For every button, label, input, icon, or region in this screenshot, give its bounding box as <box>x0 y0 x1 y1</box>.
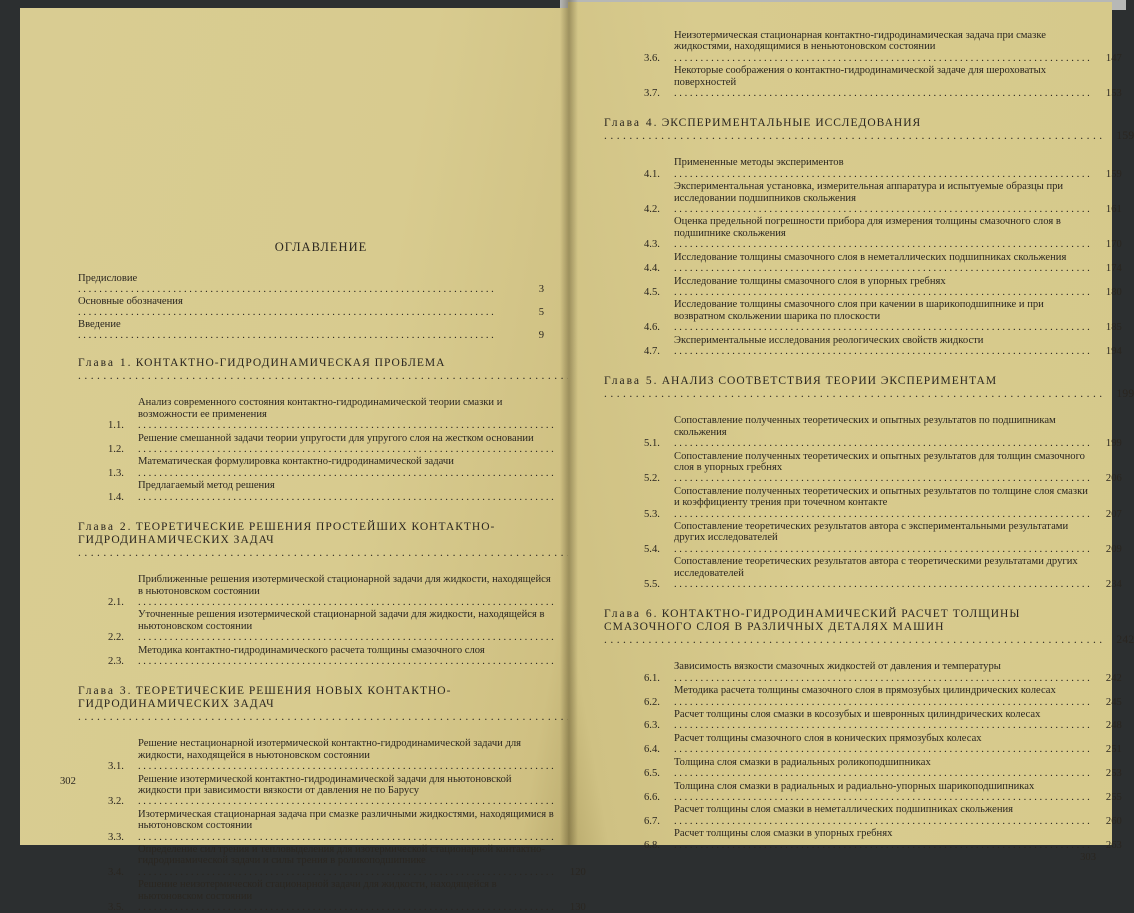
toc-section <box>604 415 1122 450</box>
leader-dots <box>674 792 1090 803</box>
chapter-prefix: Глава 2. <box>78 521 133 534</box>
section-number: 4.2. <box>644 204 660 216</box>
section-title-text: Толщина слоя смазки в радиальных роликоподшипниках <box>674 756 931 768</box>
section-number: 3.5. <box>108 902 124 913</box>
intro-title <box>78 319 512 342</box>
section-number: 5.5. <box>644 579 660 591</box>
intro-page: 9 <box>538 330 544 342</box>
toc-section <box>78 574 551 608</box>
leader-dots <box>138 597 554 608</box>
section-title <box>674 157 1090 180</box>
section-number: 6.2. <box>644 696 660 708</box>
section-number: 4.6. <box>644 322 660 334</box>
section-title-text: Исследование толщины смазочного слоя в упорных гребнях <box>674 275 946 287</box>
left-chapters <box>78 357 586 913</box>
section-number: 2.3. <box>108 655 124 667</box>
leader-dots <box>138 492 554 503</box>
leader-dots <box>78 370 576 382</box>
section-page: 263 <box>1105 839 1122 851</box>
section-title <box>674 781 1090 804</box>
toc-title: ОГЛАВЛЕНИЕ <box>274 240 368 254</box>
chapter-page: 242 <box>1116 634 1134 647</box>
section-number: 6.1. <box>644 672 660 684</box>
section-title <box>674 30 1090 64</box>
toc-section <box>604 216 1122 251</box>
section-title-text: Методика контактно-гидродинамического расчета толщины смазочного слоя <box>138 644 485 656</box>
leader-dots <box>674 473 1090 484</box>
section-page: 251 <box>1105 744 1122 756</box>
leader-dots <box>674 322 1090 333</box>
section-page: 147 <box>1105 52 1122 64</box>
toc-intro-item <box>78 319 544 342</box>
intro-title-text: Введение <box>78 318 121 330</box>
chapter-page: 199 <box>1116 388 1134 401</box>
chapter-prefix: Глава 1. <box>78 357 133 370</box>
leader-dots <box>674 697 1090 708</box>
section-page: 248 <box>1105 720 1122 732</box>
leader-dots <box>674 438 1090 449</box>
section-number: 6.7. <box>644 815 660 827</box>
section-title-text: Изотермическая стационарная задача при смазке различными жидкостями, находящимися в ньютоновском состоянии <box>138 808 554 832</box>
section-page: 120 <box>569 866 586 878</box>
section-title-text: Расчет толщины смазочного слоя в конических прямозубых колесах <box>674 732 982 744</box>
section-title <box>674 661 1090 684</box>
toc-section <box>78 645 544 668</box>
section-title <box>138 433 554 456</box>
section-number: 5.1. <box>644 438 660 450</box>
chapter-title-text: КОНТАКТНО-ГИДРОДИНАМИЧЕСКИЙ РАСЧЕТ ТОЛЩИНЫ СМАЗОЧНОГО СЛОЯ В РАЗЛИЧНЫХ ДЕТАЛЯХ МАШИН <box>604 608 1021 634</box>
leader-dots <box>138 420 554 431</box>
section-number: 5.3. <box>644 508 660 520</box>
leader-dots <box>674 263 1090 274</box>
chapter-heading <box>78 357 544 383</box>
section-number: 5.4. <box>644 543 660 555</box>
section-title-text: Сопоставление полученных теоретических и опытных результатов по толщине слоя смазки и коэффициенту трения при точечном контакте <box>674 485 1088 509</box>
section-title <box>674 556 1090 590</box>
section-number: 2.1. <box>108 596 124 608</box>
intro-list <box>78 273 544 341</box>
chapter-heading <box>604 117 1134 143</box>
chapter-title <box>604 117 1102 143</box>
chapter-heading <box>604 608 1134 647</box>
toc-section <box>604 334 1122 358</box>
leader-dots <box>674 53 1090 64</box>
chapter-heading <box>78 685 544 724</box>
section-page: 194 <box>1105 345 1122 357</box>
section-number: 1.1. <box>108 420 124 432</box>
leader-dots <box>674 720 1090 731</box>
section-title <box>674 733 1090 756</box>
leader-dots <box>78 307 494 318</box>
section-title-text: Расчет толщины слоя смазки в косозубых и шевронных цилиндрических колесах <box>674 709 1041 721</box>
leader-dots <box>138 867 554 878</box>
chapter-prefix: Глава 5. <box>604 375 659 388</box>
section-page: 255 <box>1105 791 1122 803</box>
section-number: 6.8. <box>644 839 660 851</box>
leader-dots <box>674 169 1090 180</box>
leader-dots <box>604 388 1102 400</box>
toc-section <box>78 433 544 456</box>
section-page: 209 <box>1105 543 1122 555</box>
section-title <box>674 804 1090 827</box>
section-title-text: Решение смешанной задачи теории упругости для упругого слоя на жестком основании <box>138 432 534 444</box>
toc-section <box>604 485 1122 520</box>
section-page: 180 <box>1105 286 1122 298</box>
section-number: 4.3. <box>644 239 660 251</box>
leader-dots <box>674 204 1090 215</box>
intro-title-text: Предисловие <box>78 273 138 284</box>
leader-dots <box>674 744 1090 755</box>
section-title <box>674 709 1090 732</box>
section-title <box>138 456 554 479</box>
section-title-text: Сопоставление теоретических результатов автора с теоретическими результатами других исследователей <box>674 556 1078 579</box>
leader-dots <box>674 346 1090 357</box>
toc-section <box>604 65 1122 100</box>
leader-dots <box>138 656 554 667</box>
last-page-number: 303 <box>1080 851 1096 863</box>
section-title <box>674 252 1090 275</box>
toc-section <box>604 756 1122 780</box>
section-title-text: Математическая формулировка контактно-гидродинамической задачи <box>138 456 454 468</box>
section-title <box>674 65 1090 99</box>
section-title-text: Сопоставление теоретических результатов автора с экспериментальными результатами других исследователей <box>674 521 1069 544</box>
section-number: 3.3. <box>108 831 124 843</box>
section-title <box>674 415 1090 449</box>
section-title-text: Неизотермическая стационарная контактно-гидродинамическая задача при смазке жидкостями, находящимися в неньютоновском состоянии <box>674 30 1046 53</box>
intro-title <box>78 273 512 296</box>
section-number: 4.1. <box>644 168 660 180</box>
toc-section <box>604 804 1122 827</box>
section-title <box>138 645 554 668</box>
section-title <box>674 828 1090 851</box>
chapter-title <box>78 357 576 383</box>
leader-dots <box>674 544 1090 555</box>
section-title-text: Исследование толщины смазочного слоя при качении в шарикоподшипнике и при возвратном скольжении шарика по плоскости <box>674 299 1044 322</box>
toc-section <box>604 157 1122 180</box>
section-title <box>674 216 1090 250</box>
section-title-text: Решение изотермической контактно-гидродинамической задачи для ньютоновской жидкости при зависимости вязкости от давления не по Барусу <box>138 773 512 796</box>
section-title-text: Примененные методы экспериментов <box>674 157 844 169</box>
toc-section <box>604 450 1122 485</box>
section-title-text: Оценка предельной погрешности прибора для измерения толщины смазочного слоя в подшипнике скольжения <box>674 216 1061 239</box>
leader-dots <box>674 673 1090 684</box>
chapter-title <box>78 521 576 560</box>
section-title-text: Приближенные решения изотермической стационарной задачи для жидкости, находящейся в ньютоновском состоянии <box>138 574 551 597</box>
leader-dots <box>78 284 494 295</box>
section-title <box>138 809 554 843</box>
toc-section <box>78 774 544 808</box>
leader-dots <box>78 547 576 559</box>
section-title <box>138 879 554 913</box>
section-number: 1.4. <box>108 491 124 503</box>
section-title-text: Толщина слоя смазки в радиальных и радиально-упорных шарикоподшипниках <box>674 780 1035 792</box>
section-title <box>138 774 554 808</box>
leader-dots <box>674 840 1090 851</box>
section-page: 153 <box>1105 88 1122 100</box>
leader-dots <box>674 816 1090 827</box>
leader-dots <box>674 88 1090 99</box>
chapter-page: 159 <box>1116 130 1134 143</box>
section-number: 6.4. <box>644 744 660 756</box>
toc-intro-item <box>78 296 544 319</box>
section-page: 234 <box>1105 579 1122 591</box>
toc-section <box>604 556 1122 591</box>
toc-section <box>604 732 1122 756</box>
section-title-text: Анализ современного состояния контактно-гидродинамической теории смазки и возможности ее применения <box>138 397 503 420</box>
toc-section <box>78 738 544 772</box>
section-page: 159 <box>1105 168 1122 180</box>
section-title <box>674 521 1090 555</box>
toc-section <box>604 709 1122 732</box>
chapter-heading <box>604 375 1134 401</box>
leader-dots <box>674 509 1090 520</box>
right-chapters <box>604 117 1134 851</box>
section-title-text: Экспериментальные исследования реологических свойств жидкости <box>674 334 984 346</box>
toc-section <box>604 275 1122 299</box>
leader-dots <box>78 330 494 341</box>
toc-section <box>604 780 1122 804</box>
section-title-text: Расчет толщины слоя смазки в неметаллических подшипниках скольжения <box>674 804 1014 816</box>
chapter-title-text: КОНТАКТНО-ГИДРОДИНАМИЧЕСКАЯ ПРОБЛЕМА <box>135 357 446 370</box>
section-title <box>138 480 554 503</box>
toc-intro-item <box>78 273 544 296</box>
chapter-heading <box>78 521 544 560</box>
book-gutter <box>560 0 578 845</box>
section-title <box>674 299 1090 333</box>
leader-dots <box>674 287 1090 298</box>
section-title <box>674 451 1090 485</box>
chapter-title <box>604 375 1102 401</box>
section-number: 1.2. <box>108 444 124 456</box>
section-page: 206 <box>1105 473 1122 485</box>
section-number: 3.1. <box>108 761 124 773</box>
section-title-text: Сопоставление полученных теоретических и опытных результатов для толщин смазочного слоя в упорных гребнях <box>674 450 1085 473</box>
section-title <box>138 609 554 643</box>
intro-page: 5 <box>538 307 544 319</box>
chapter-title <box>78 685 576 724</box>
page-number: 302 <box>60 776 76 787</box>
section-number: 3.7. <box>644 88 660 100</box>
section-number: 6.5. <box>644 768 660 780</box>
section-title <box>674 757 1090 780</box>
section-title-text: Исследование толщины смазочного слоя в неметаллических подшипниках скольжения <box>674 251 1067 263</box>
toc-section <box>78 609 544 643</box>
section-title <box>674 276 1090 299</box>
chapter-prefix: Глава 4. <box>604 117 659 130</box>
leader-dots <box>138 796 554 807</box>
section-number: 5.2. <box>644 473 660 485</box>
chapter-title <box>604 608 1102 647</box>
section-number: 4.4. <box>644 263 660 275</box>
intro-title-text: Основные обозначения <box>78 295 183 307</box>
chapter-title-text: АНАЛИЗ СООТВЕТСТВИЯ ТЕОРИИ ЭКСПЕРИМЕНТАМ <box>661 375 998 388</box>
toc-section <box>604 828 1122 851</box>
toc-section <box>604 299 1122 334</box>
section-number: 6.6. <box>644 791 660 803</box>
section-page: 174 <box>1105 263 1122 275</box>
toc-section <box>78 456 544 479</box>
section-page: 130 <box>569 902 586 913</box>
leader-dots <box>604 130 1102 142</box>
section-title <box>674 486 1090 520</box>
section-page: 253 <box>1105 768 1122 780</box>
section-title <box>138 844 554 878</box>
leader-dots <box>674 768 1090 779</box>
section-page: 199 <box>1105 438 1122 450</box>
chapter-title-text: ЭКСПЕРИМЕНТАЛЬНЫЕ ИССЛЕДОВАНИЯ <box>661 117 922 130</box>
section-number: 4.5. <box>644 286 660 298</box>
section-page: 260 <box>1105 815 1122 827</box>
section-title-text: Предлагаемый метод решения <box>138 480 275 492</box>
section-title-text: Некоторые соображения о контактно-гидродинамической задаче для шероховатых поверхностей <box>674 65 1047 88</box>
left-page <box>20 8 586 913</box>
continued-sections <box>604 30 1122 100</box>
leader-dots <box>604 634 1102 646</box>
section-page: 242 <box>1105 672 1122 684</box>
right-page <box>568 2 1134 863</box>
section-number: 4.7. <box>644 345 660 357</box>
intro-page: 3 <box>538 284 544 296</box>
section-page: 207 <box>1105 508 1122 520</box>
section-title-text: Экспериментальная установка, измерительная аппаратура и испытуемые образцы при исследовании подшипников скольжения <box>674 181 1064 204</box>
section-page: 245 <box>1105 696 1122 708</box>
chapter-title-text: ТЕОРЕТИЧЕСКИЕ РЕШЕНИЯ ПРОСТЕЙШИХ КОНТАКТНО-ГИДРОДИНАМИЧЕСКИХ ЗАДАЧ <box>78 521 496 547</box>
section-title <box>138 738 554 772</box>
toc-section <box>78 397 544 431</box>
section-title-text: Сопоставление полученных теоретических и опытных результатов по подшипникам скольжения <box>674 415 1056 438</box>
section-page: 185 <box>1105 322 1122 334</box>
section-title-text: Решение нестационарной изотермической контактно-гидродинамической задачи для жидкости, находящейся в ньютоновском состоянии <box>138 738 522 761</box>
leader-dots <box>138 902 554 913</box>
section-page: 161 <box>1105 204 1122 216</box>
section-number: 6.3. <box>644 720 660 732</box>
toc-section <box>604 521 1122 555</box>
intro-title <box>78 296 512 319</box>
last-page-row <box>604 852 1096 863</box>
toc-section <box>604 251 1122 275</box>
section-number: 3.6. <box>644 52 660 64</box>
section-title-text: Решение неизотермической стационарной задачи для жидкости, находящейся в ньютоновском состоянии <box>138 879 497 902</box>
leader-dots <box>78 711 576 723</box>
section-title-text: Уточненные решения изотермической стационарной задачи для жидкости, находящейся в ньютоновском состоянии <box>138 609 545 632</box>
section-number: 3.2. <box>108 796 124 808</box>
toc-section <box>604 181 1122 216</box>
chapter-title-text: ТЕОРЕТИЧЕСКИЕ РЕШЕНИЯ НОВЫХ КОНТАКТНО-ГИДРОДИНАМИЧЕСКИХ ЗАДАЧ <box>78 685 452 711</box>
toc-section <box>78 808 554 843</box>
leader-dots <box>674 239 1090 250</box>
toc-section <box>78 879 586 913</box>
leader-dots <box>138 761 554 772</box>
leader-dots <box>138 632 554 643</box>
section-title <box>138 574 554 608</box>
chapter-prefix: Глава 6. <box>604 608 659 621</box>
section-number: 3.4. <box>108 866 124 878</box>
section-page: 170 <box>1105 239 1122 251</box>
section-title-text: Расчет толщины слоя смазки в упорных гребнях <box>674 828 893 840</box>
section-title <box>674 181 1090 215</box>
section-number: 2.2. <box>108 632 124 644</box>
section-title <box>674 685 1090 708</box>
leader-dots <box>138 444 554 455</box>
section-title-text: Определение сил трения и тепловыделения для изотермической стационарной контактно-гидродинамической задачи и силы трения в роликоподшипнике <box>138 844 545 867</box>
section-title-text: Методика расчета толщины смазочного слоя в прямозубых цилиндрических колесах <box>674 685 1056 697</box>
leader-dots <box>138 832 554 843</box>
toc-section <box>78 844 586 878</box>
section-title <box>674 335 1090 358</box>
leader-dots <box>674 579 1090 590</box>
chapter-prefix: Глава 3. <box>78 685 133 698</box>
toc-section <box>78 480 544 503</box>
toc-section <box>604 30 1122 64</box>
toc-section <box>604 661 1122 684</box>
section-title <box>138 397 554 431</box>
leader-dots <box>138 468 554 479</box>
toc-section <box>604 685 1122 708</box>
section-title-text: Зависимость вязкости смазочных жидкостей от давления и температуры <box>674 661 1001 673</box>
section-number: 1.3. <box>108 467 124 479</box>
